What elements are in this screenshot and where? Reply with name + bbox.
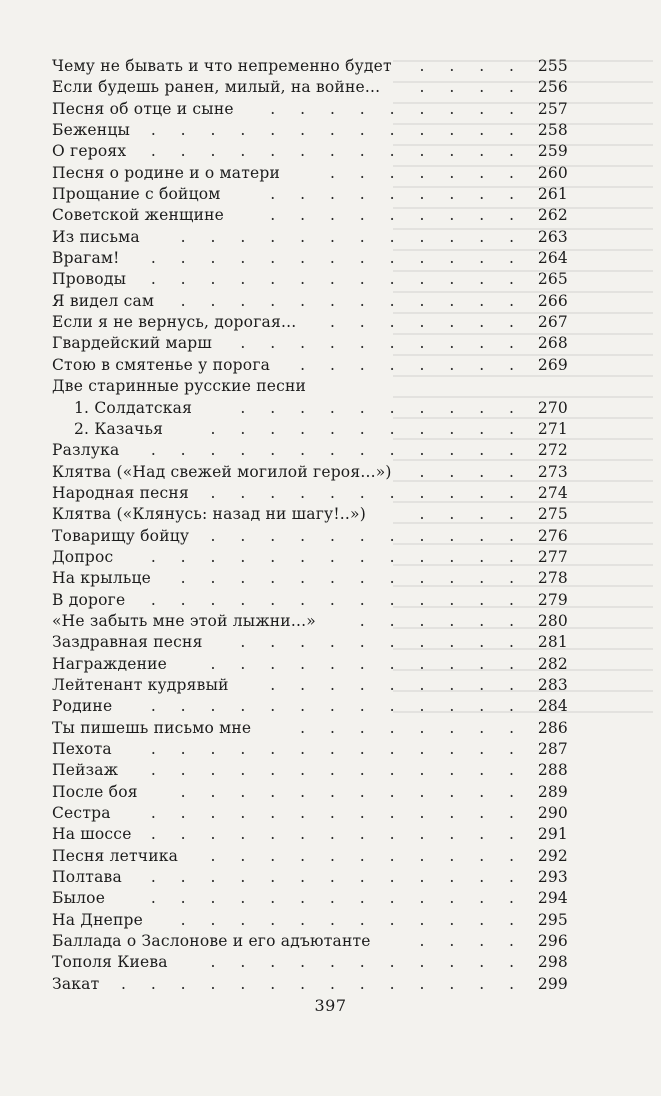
- toc-entry-title: Лейтенант кудрявый: [52, 675, 229, 694]
- toc-entry-title: На крыльце: [52, 569, 152, 588]
- toc-entry: [52, 611, 568, 632]
- toc-entry-title: Тополя Киева: [52, 953, 168, 972]
- toc-entry-page: 287: [537, 740, 568, 758]
- toc-entry-page: 263: [537, 227, 568, 246]
- toc-entry-title: Сестра: [52, 804, 111, 823]
- toc-entry-page: 299: [537, 974, 568, 993]
- toc-entry-title: Пейзаж: [52, 761, 119, 780]
- dot-leader: . . . . . . . . .: [270, 675, 524, 694]
- toc-entry-page: 279: [537, 590, 568, 609]
- toc-entry-page: 273: [537, 462, 568, 481]
- toc-entry-page: 268: [537, 334, 568, 353]
- toc-entry-title: Гвардейский марш: [52, 334, 212, 353]
- dot-leader: . . . . . . . . . . . . .: [150, 740, 524, 758]
- toc-entry-page: 293: [537, 868, 568, 887]
- toc-entry-title: Из письма: [52, 227, 140, 246]
- toc-entry-page: 278: [537, 569, 568, 588]
- toc-entry: [52, 376, 568, 397]
- toc-entry-page: 271: [537, 419, 568, 438]
- toc-entry-title: Баллада о Заслонове и его адъютанте: [52, 932, 371, 951]
- toc-entry-title: Если будешь ранен, милый, на войне...: [52, 78, 381, 97]
- toc-entry: [52, 483, 568, 504]
- toc-entry: [52, 867, 568, 888]
- dot-leader: . . . . . .: [359, 611, 524, 630]
- toc-entry-page: 296: [537, 932, 568, 951]
- dot-leader: . . . . . . . .: [300, 355, 524, 374]
- toc-entry-title: Прощание с бойцом: [52, 185, 221, 204]
- toc-entry-title: 2. Казачья: [74, 419, 164, 438]
- toc-entry-title: Былое: [52, 889, 106, 908]
- toc-entry-page: 270: [537, 398, 568, 417]
- toc-entry-title: Закат: [52, 974, 100, 993]
- toc-entry: [52, 547, 568, 568]
- dot-leader: . . . . . . . .: [300, 718, 524, 737]
- toc-entry-title: О героях: [52, 142, 127, 161]
- dot-leader: . . . . . . . . . . .: [210, 846, 524, 865]
- toc-entry: [52, 888, 568, 909]
- toc-entry: [52, 120, 568, 141]
- toc-entry: [52, 910, 568, 931]
- toc-entry: [52, 931, 568, 952]
- toc-entry-page: 260: [537, 163, 568, 182]
- toc-entry-page: 277: [537, 547, 568, 566]
- toc-entry-title: 1. Солдатская: [74, 398, 193, 417]
- toc-entry-page: 286: [537, 718, 568, 737]
- toc-entry-page: 284: [537, 697, 568, 716]
- dot-leader: . . . .: [419, 505, 524, 524]
- toc-entry-page: 298: [537, 953, 568, 972]
- toc-entry: [52, 803, 568, 824]
- toc-entry: [52, 227, 568, 248]
- toc-entry-page: 274: [537, 483, 568, 502]
- dot-leader: . . . . . . . . . . . .: [180, 782, 524, 801]
- toc-entry-page: 291: [537, 825, 568, 844]
- toc-entry: [52, 590, 568, 611]
- toc-entry-page: 280: [537, 611, 568, 630]
- dot-leader: . . . . . . . . . . . . .: [150, 868, 524, 887]
- toc-entry: [52, 974, 568, 995]
- toc-entry-page: 265: [537, 270, 568, 289]
- toc-entry: [52, 952, 568, 973]
- dot-leader: . . . . . . . . . . . . .: [150, 270, 524, 289]
- toc-entry-page: 259: [537, 142, 568, 161]
- toc-entry-title: Товарищу бойцу: [52, 526, 190, 545]
- toc-entry-page: 288: [537, 761, 568, 780]
- dot-leader: . . . . . . . . . . . . .: [150, 697, 524, 716]
- dot-leader: . . . . . . . . . .: [240, 633, 524, 652]
- toc-entry-page: 262: [537, 206, 568, 225]
- dot-leader: . . . . . . . . .: [270, 206, 524, 225]
- toc-entry: [52, 760, 568, 781]
- toc-entry-page: 264: [537, 249, 568, 268]
- toc-entry-page: 258: [537, 121, 568, 140]
- toc-entry-title: Стою в смятенье у порога: [52, 355, 271, 374]
- dot-leader: . . . . . . . . . . . . .: [150, 249, 524, 268]
- toc-entry-title: Врагам!: [52, 249, 120, 268]
- dot-leader: . . . . . . . . .: [270, 99, 524, 118]
- toc-entry-page: 290: [537, 804, 568, 823]
- page-number: 397: [314, 996, 347, 1015]
- toc-entry: [52, 504, 568, 525]
- toc-entry: [52, 184, 568, 205]
- dot-leader: . . . . . . . . . . . .: [180, 227, 524, 246]
- toc-entry-title: Я видел сам: [52, 291, 155, 310]
- toc-entry-title: Две старинные русские песни: [52, 377, 307, 396]
- dot-leader: . . . . . . . . . . . . .: [150, 804, 524, 823]
- toc-entry-title: Песня о родине и о матери: [52, 163, 281, 182]
- toc-entry-title: Клятва («Клянусь: назад ни шагу!..»): [52, 505, 366, 524]
- toc-entry-page: 257: [537, 99, 568, 118]
- dot-leader: . . . . . . . . . . . . .: [150, 121, 524, 140]
- dot-leader: . . . .: [419, 932, 524, 951]
- dot-leader: . . . . . . . . . . .: [210, 654, 524, 673]
- toc-entry: [52, 675, 568, 696]
- toc-entry-title: Ты пишешь письмо мне: [52, 718, 252, 737]
- toc-entry-title: Если я не вернусь, дорогая...: [52, 313, 297, 332]
- dot-leader: . . . . . . . . . .: [240, 334, 524, 353]
- toc-entry: [52, 846, 568, 867]
- toc-entry: [52, 568, 568, 589]
- dot-leader: . . . . . . . . . . . . . .: [120, 974, 524, 993]
- toc-entry-page: 266: [537, 291, 568, 310]
- dot-leader: . . . . . . . . . . . . .: [150, 547, 524, 566]
- toc-entry-page: 267: [537, 313, 568, 332]
- toc-entry: [52, 355, 568, 376]
- dot-leader: . . . . . . . . . . . . .: [150, 441, 524, 460]
- toc-entry: [52, 632, 568, 653]
- dot-leader: . . . . . . . . . . .: [210, 419, 524, 438]
- toc-entry-page: 281: [537, 633, 568, 652]
- toc-entry: [52, 77, 568, 98]
- toc-entry-title: Клятва («Над свежей могилой героя...»): [52, 462, 392, 481]
- toc-entry: [52, 248, 568, 269]
- toc-entry-title: Родине: [52, 697, 113, 716]
- dot-leader: . . . . . . . . . . . . .: [150, 825, 524, 844]
- toc-entry: [52, 739, 568, 760]
- toc-entry: [52, 333, 568, 354]
- toc-entry-title: Проводы: [52, 270, 127, 289]
- toc-entry: [52, 163, 568, 184]
- toc-entry-page: 294: [537, 889, 568, 908]
- toc-entry: [52, 56, 568, 77]
- toc-entry-title: Песня об отце и сыне: [52, 99, 234, 118]
- toc-entry-title: Разлука: [52, 441, 120, 460]
- dot-leader: . . . . . . . . . . . . .: [150, 761, 524, 780]
- dot-leader: . . . . . . .: [329, 163, 524, 182]
- toc-entry-page: 283: [537, 675, 568, 694]
- toc-entry-title: Заздравная песня: [52, 633, 203, 652]
- toc-entry-page: 295: [537, 910, 568, 929]
- dot-leader: . . . . . . . . . . .: [210, 483, 524, 502]
- dot-leader: . . . . . . . . . . .: [210, 526, 524, 545]
- toc-entry-title: Пехота: [52, 740, 112, 758]
- toc-entry: [52, 312, 568, 333]
- toc-entry-title: Награждение: [52, 654, 168, 673]
- dot-leader: . . . . . . . . .: [270, 185, 524, 204]
- dot-leader: . . . . . . . . . . . . .: [150, 889, 524, 908]
- dot-leader: . . . . . . . . . . . . .: [150, 142, 524, 161]
- dot-leader: . . . .: [419, 462, 524, 481]
- toc-entry-title: Чему не бывать и что непременно будет: [52, 57, 392, 75]
- toc-entry: [52, 291, 568, 312]
- toc-entry: [52, 99, 568, 120]
- toc-entry-title: Советской женщине: [52, 206, 225, 225]
- toc-entry: [52, 141, 568, 162]
- toc-entry-page: 289: [537, 782, 568, 801]
- toc-entry: [52, 205, 568, 226]
- toc-entry-page: 261: [537, 185, 568, 204]
- toc-entry: [52, 718, 568, 739]
- dot-leader: . . . . . . .: [329, 313, 524, 332]
- table-of-contents: [52, 56, 568, 995]
- toc-entry-title: Песня летчика: [52, 846, 179, 865]
- toc-entry-page: 269: [537, 355, 568, 374]
- toc-entry: [52, 462, 568, 483]
- toc-entry: [52, 440, 568, 461]
- toc-entry-title: После боя: [52, 782, 138, 801]
- toc-entry-page: 255: [537, 57, 568, 75]
- toc-entry-title: Народная песня: [52, 483, 189, 502]
- toc-entry: [52, 782, 568, 803]
- toc-entry-title: На Днепре: [52, 910, 144, 929]
- toc-entry-page: 292: [537, 846, 568, 865]
- dot-leader: . . . . . . . . . . . . .: [150, 590, 524, 609]
- toc-entry-title: В дороге: [52, 590, 126, 609]
- toc-entry-title: Допрос: [52, 547, 114, 566]
- toc-entry: [52, 526, 568, 547]
- toc-entry-page: 275: [537, 505, 568, 524]
- toc-entry-page: 282: [537, 654, 568, 673]
- dot-leader: . . . . . . . . . . . .: [180, 569, 524, 588]
- toc-entry: [52, 824, 568, 845]
- dot-leader: . . . .: [419, 57, 524, 75]
- toc-entry: [52, 269, 568, 290]
- toc-entry: [52, 398, 568, 419]
- toc-entry-title: «Не забыть мне этой лыжни...»: [52, 611, 316, 630]
- toc-entry: [52, 419, 568, 440]
- toc-entry-title: Беженцы: [52, 121, 131, 140]
- toc-entry-page: 272: [537, 441, 568, 460]
- dot-leader: . . . . . . . . . . .: [210, 953, 524, 972]
- toc-entry-page: 276: [537, 526, 568, 545]
- toc-entry-page: 256: [537, 78, 568, 97]
- toc-entry: [52, 696, 568, 717]
- dot-leader: . . . . . . . . . .: [240, 398, 524, 417]
- toc-entry: [52, 654, 568, 675]
- toc-entry-title: На шоссе: [52, 825, 132, 844]
- toc-entry-title: Полтава: [52, 868, 122, 887]
- dot-leader: . . . . . . . . . . . .: [180, 910, 524, 929]
- dot-leader: . . . .: [419, 78, 524, 97]
- dot-leader: . . . . . . . . . . . .: [180, 291, 524, 310]
